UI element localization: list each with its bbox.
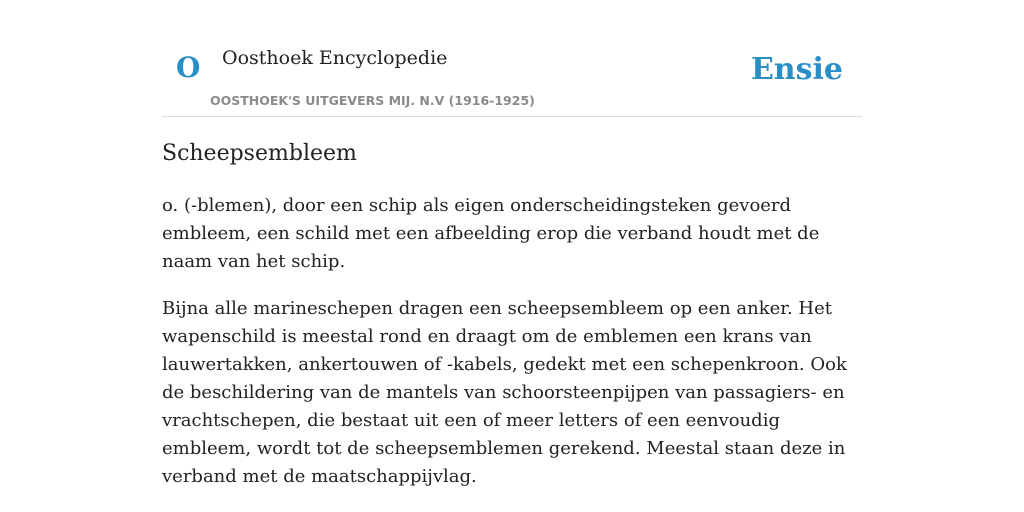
entry-paragraph-body: Bijna alle marineschepen dragen een scheepsembleem op een anker. Het wapenschild is meestal rond en draagt om de emblemen een krans van lauwertakken, ankertouwen of -kabels, gedekt met een schepenkroon. Ook de beschildering van de mantels van schoorsteenpijpen van passagiers- en vrachtschepen, die bestaat uit een of meer letters of een eenvoudig embleem, wordt tot de scheepsemblemen gerekend. Meestal staan deze in verband met de maatschappijvlag. [162,298,847,487]
ensie-brand-link[interactable]: Ensie [750,52,843,87]
book-logo-letter[interactable]: O [176,51,201,84]
entry-title: Scheepsembleem [162,141,357,166]
book-header [162,0,862,117]
entry-paragraph-definition: o. (-blemen), door een schip als eigen onderscheidingsteken gevoerd embleem, een schild met een afbeelding erop die verband houdt met de naam van het schip. [162,195,820,272]
book-title-link[interactable]: Oosthoek Encyclopedie [222,47,448,69]
publisher-label: OOSTHOEK'S UITGEVERS MIJ. N.V (1916-1925) [210,93,535,108]
entry-content [162,136,862,491]
